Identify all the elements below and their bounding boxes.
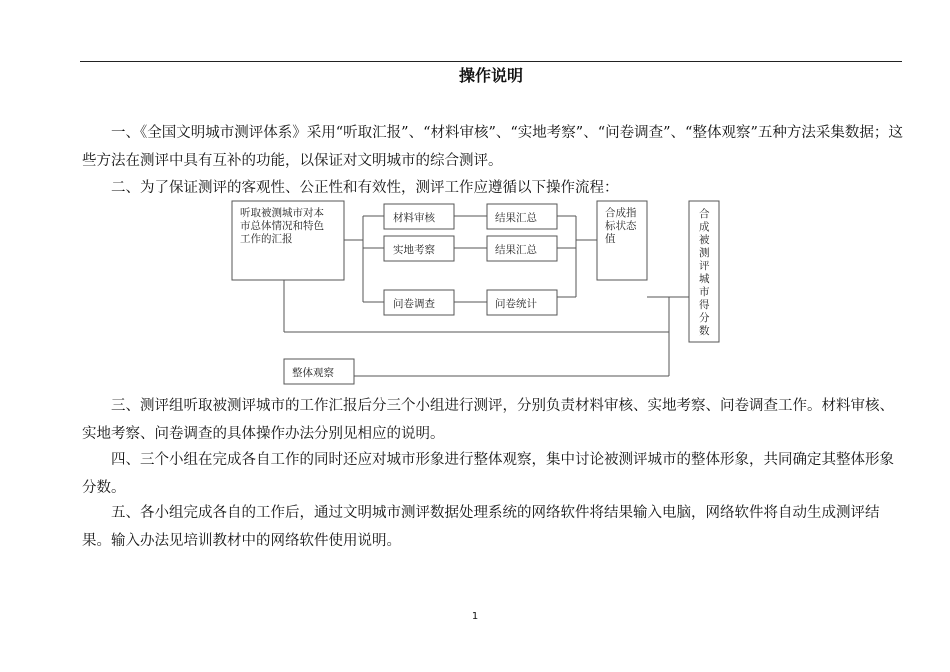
survey-stats-label: 问卷统计 [495,298,537,310]
hearing-label-line-3: 工作的汇报 [240,233,293,245]
composite-label-line-3: 值 [605,233,616,245]
hearing-label-line-2: 市总体情况和特色 [240,220,324,232]
paragraph-4 [82,446,904,502]
final-score-char: 得 [699,299,710,311]
material-review-label: 材料审核 [393,212,435,224]
summary-label-2: 结果汇总 [495,244,537,256]
paragraph-5 [82,499,904,555]
final-score-char: 分 [699,312,710,324]
paragraph-5-text: 五、各小组完成各自的工作后，通过文明城市测评数据处理系统的网络软件将结果输入电脑，网络软件将自动生成测评结果。输入办法见培训教材中的网络软件使用说明。 [82,505,880,549]
paragraph-4-text: 四、三个小组在完成各自工作的同时还应对城市形象进行整体观察，集中讨论被测评城市的整体形象，共同确定其整体形象分数。 [82,452,894,496]
paragraph-3-text: 三、测评组听取被测评城市的工作汇报后分三个小组进行测评，分别负责材料审核、实地考察、问卷调查工作。材料审核、实地考察、问卷调查的具体操作办法分别见相应的说明。 [82,398,894,442]
page-title: 操作说明 [458,66,523,85]
overall-label: 整体观察 [292,367,334,379]
summary-label-1: 结果汇总 [495,212,537,224]
final-score-char: 市 [699,286,710,298]
final-score-char: 合 [699,208,710,220]
paragraph-2-text: 二、为了保证测评的客观性、公正性和有效性，测评工作应遵循以下操作流程： [111,180,619,196]
final-score-char: 成 [699,221,710,233]
final-score-char: 数 [699,325,710,337]
final-score-char: 被 [699,234,710,246]
survey-label: 问卷调查 [393,298,435,310]
final-score-char: 测 [699,247,710,259]
paragraph-3 [82,392,904,448]
site-visit-label: 实地考察 [393,244,435,256]
composite-label-line-2: 标状态 [605,220,637,232]
final-score-char: 评 [699,260,710,272]
composite-label-line-1: 合成指 [605,207,637,219]
paragraph-1-text: 一、《全国文明城市测评体系》采用“听取汇报”、“材料审核”、“实地考察”、“问卷调查”、“整体观察”五种方法采集数据；这些方法在测评中具有互补的功能，以保证对文明城市的综合测评。 [82,125,903,169]
hearing-label-line-1: 听取被测城市对本 [240,207,324,219]
page-number: 1 [471,611,479,622]
final-score-char: 城 [699,273,710,285]
